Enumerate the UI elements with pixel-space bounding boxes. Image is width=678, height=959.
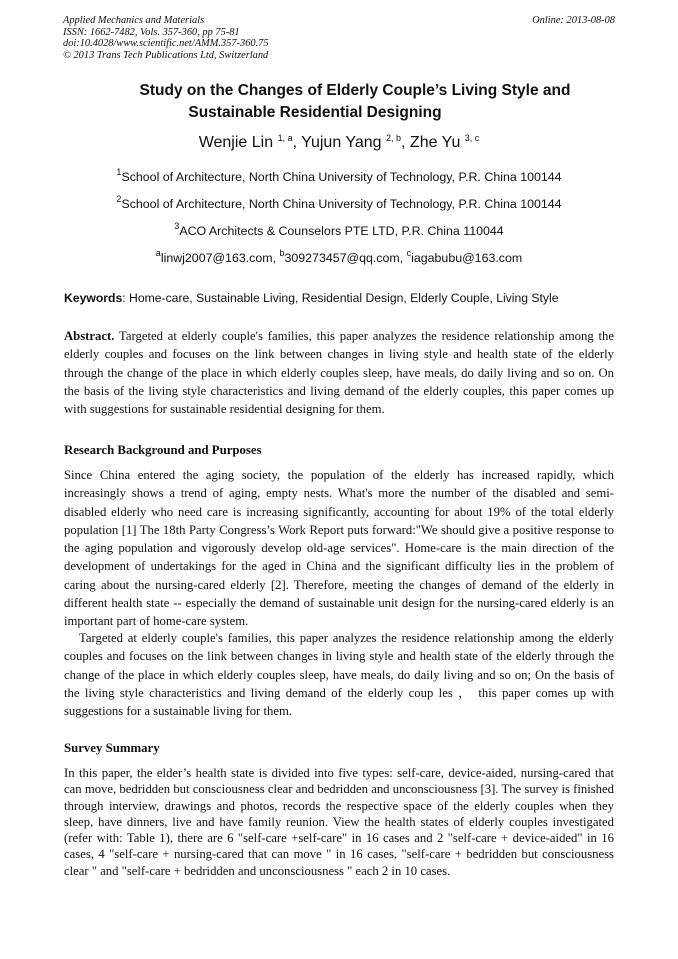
issn: ISSN: 1662-7482, Vols. 357-360, pp 75-81 [63, 26, 240, 38]
email-sup: a [155, 248, 161, 258]
title-line-2: Sustainable Residential Designing [188, 104, 442, 121]
author-separator: , [401, 134, 410, 151]
paper-title [60, 80, 650, 124]
section2-paragraph-1: In this paper, the elder’s health state is divided into five types: self-care, device-aided, nursing-cared that can move, bedridden but consciousness clear and bedridden and unconsciousness [3]. The survey is finished through interview, drawings and photos, records the respective space of the elderly couples when they sleep, have dinners, live and have family reunion. View the health states of elderly couples investigated (refer with: Table 1), there are 6 "self-care +self-care" in 16 cases and 2 "self-care + device-aided" in 16 cases, 4 "self-care + nursing-cared that can move " in 16 cases, "self-care + bedridden but consciousness clear " and "self-care + bedridden and unconsciousness " each 2 in 10 cases. [64, 766, 614, 878]
affiliation-sup: 3 [174, 221, 180, 231]
affiliation-text: School of Architecture, North China University of Technology, P.R. China 100144 [121, 197, 562, 211]
abstract-text: Targeted at elderly couple's families, this paper analyzes the residence relationship among the elderly couples and focuses on the link between changes in living style and health state of the elderly through the change of the place in which elderly couples sleep, have meals, do daily living and so on. On the basis of the living style characteristics and living demand of the elderly couples, this paper comes up with suggestions for sustainable residential designing for them. [64, 329, 614, 417]
affiliation-3 [0, 221, 678, 238]
title-line-1: Study on the Changes of Elderly Couple’s Living Style and [139, 82, 571, 99]
abstract-label: Abstract. [64, 329, 115, 343]
section-heading: Survey Summary [64, 741, 160, 755]
section1-paragraph-1: Since China entered the aging society, the population of the elderly has increased rapidly, which increasingly shows a trend of aging, empty nests. What's more the number of the disabled and semi-disabled elderly who need care is increasing significantly, accounting for about 19% of the total elderly population [1] The 18th Party Congress’s Work Report puts forward:"We should give a positive response to the aging population and vigorously develop old-age services". Home-care is the main direction of the development of undertakings for the aged in China and the significant difficulty lies in the problem of caring about the nursing-cared elderly [2]. Therefore, meeting the changes of demand of the elderly in different health state -- especially the demand of sustainable unit design for the nursing-cared elderly is an important part of home-care system. [64, 468, 614, 629]
doi: doi:10.4028/www.scientific.net/AMM.357-360.75 [63, 38, 269, 50]
keywords-label: Keywords [64, 291, 123, 305]
affiliation-1 [0, 167, 678, 184]
author-list [0, 133, 678, 152]
affiliation-text: School of Architecture, North China University of Technology, P.R. China 100144 [121, 170, 562, 184]
keywords [64, 291, 624, 305]
keywords-text: : Home-care, Sustainable Living, Residential Design, Elderly Couple, Living Style [122, 291, 559, 305]
author-name: Yujun Yang [301, 134, 382, 151]
email-list: $^a$linwj2007@163.com, $^b$309273457@qq.com, $^c$iagabubu@163.com [155, 248, 523, 265]
email-link[interactable]: iagabubu@163.com [411, 251, 523, 265]
journal-header [63, 15, 615, 61]
author-sup: 1, a [277, 133, 293, 143]
affiliation-sup: 1 [116, 167, 122, 177]
journal-name: Applied Mechanics and Materials [63, 15, 205, 26]
affiliation-sup: 2 [116, 194, 122, 204]
email-link[interactable]: 309273457@qq.com [284, 251, 400, 265]
section-heading: Research Background and Purposes [64, 443, 262, 457]
author-name: Zhe Yu [409, 134, 461, 151]
copyright: © 2013 Trans Tech Publications Ltd, Switzerland [63, 49, 269, 61]
email-sup: c [406, 248, 412, 258]
section1-paragraph-2: Targeted at elderly couple's families, this paper analyzes the residence relationship among the elderly couples and focuses on the link between changes in living style and health state of the elderly through the change of the place in which elderly couples sleep, have meals, do daily living and so on; On the basis of the living style characteristics and living demand of the elderly coup les ， this paper comes up with suggestions for a sustainable living for them. [64, 631, 614, 719]
author-sup: 2, b [386, 133, 402, 143]
author-separator: , [292, 134, 302, 151]
affiliation-2 [0, 194, 678, 211]
author-name: Wenjie Lin [198, 134, 274, 151]
author-sup: 3, c [464, 133, 480, 143]
email-link[interactable]: linwj2007@163.com [160, 251, 273, 265]
email-sup: b [279, 248, 285, 258]
online-date: Online: 2013-08-08 [532, 15, 615, 26]
abstract [64, 327, 614, 418]
affiliation-text: ACO Architects & Counselors PTE LTD, P.R. China 110044 [179, 224, 504, 238]
